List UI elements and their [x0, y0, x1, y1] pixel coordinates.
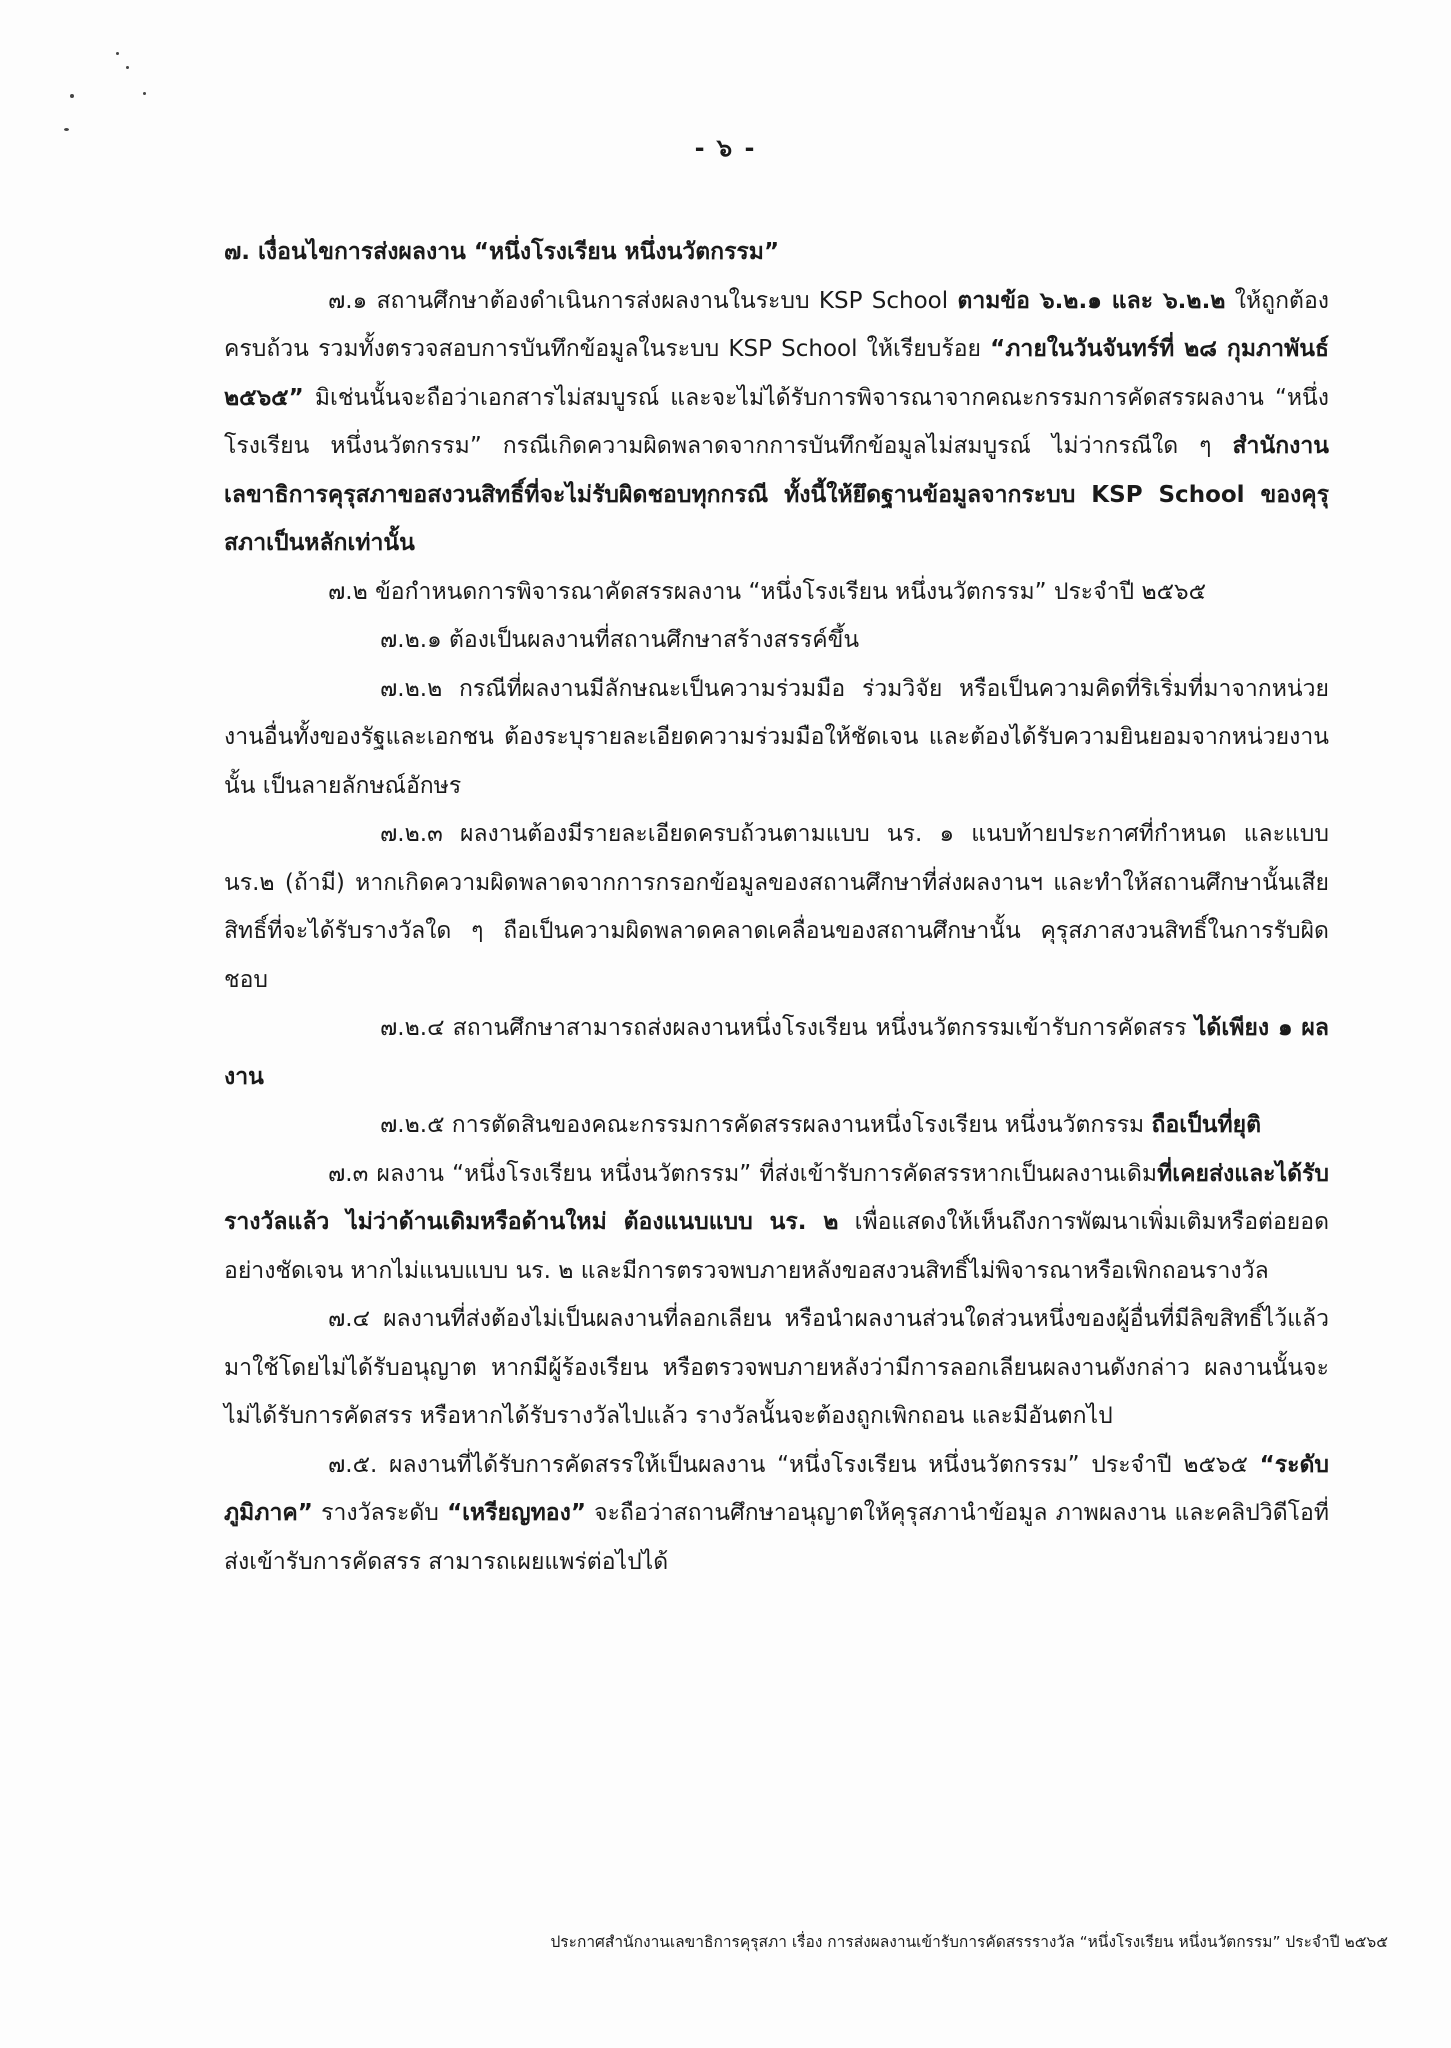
clause-7-1-text: ๗.๑ สถานศึกษาต้องดำเนินการส่งผลงานในระบบ KSP School — [328, 287, 958, 314]
clause-7-3-bold: ที่เคยส่งและได้รับรางวัลแล้ว ไม่ว่าด้านเดิมหรือด้านใหม่ ต้องแนบแบบ นร. ๒ — [224, 1160, 1329, 1235]
clause-7-5-text: จะถือว่าสถานศึกษาอนุญาตให้คุรุสภานำข้อมูล ภาพผลงาน และคลิปวิดีโอที่ส่งเข้ารับการคัดสรร สามารถเผยแพร่ต่อไปได้ — [224, 1500, 1330, 1575]
clause-7-2-3: ๗.๒.๓ ผลงานต้องมีรายละเอียดครบถ้วนตามแบบ นร. ๑ แนบท้ายประกาศที่กำหนด และแบบ นร.๒ (ถ้ามี) หากเกิดความผิดพลาดจากการกรอกข้อมูลของสถานศึกษาที่ส่งผลงานฯ และทำให้สถานศึกษานั้นเสียสิทธิ์ที่จะได้รับรางวัลใด ๆ ถือเป็นความผิดพลาดคลาดเคลื่อนของสถานศึกษานั้น คุรุสภาสงวนสิทธิ์ในการรับผิดชอบ — [224, 821, 1329, 993]
clause-7-4: ๗.๔ ผลงานที่ส่งต้องไม่เป็นผลงานที่ลอกเลียน หรือนำผลงานส่วนใดส่วนหนึ่งของผู้อื่นที่มีลิขสิทธิ์ไว้แล้วมาใช้โดยไม่ได้รับอนุญาต หากมีผู้ร้องเรียน หรือตรวจพบภายหลังว่ามีการลอกเลียนผลงานดังกล่าว ผลงานนั้นจะไม่ได้รับการคัดสรร หรือหากได้รับรางวัลไปแล้ว รางวัลนั้นจะต้องถูกเพิกถอน และมีอันตกไป — [224, 1306, 1329, 1429]
clause-7-5-text: รางวัลระดับ — [312, 1500, 448, 1526]
clause-7-3-text: ๗.๓ ผลงาน “หนึ่งโรงเรียน หนึ่งนวัตกรรม” ที่ส่งเข้ารับการคัดสรรหากเป็นผลงานเดิม — [328, 1160, 1158, 1187]
clause-7-3 — [224, 1150, 1329, 1296]
page-number: - ๖ - — [694, 134, 757, 162]
clause-7-2-5-bold: ถือเป็นที่ยุติ — [1151, 1112, 1262, 1138]
section-heading: ๗. เงื่อนไขการส่งผลงาน “หนึ่งโรงเรียน หนึ่งนวัตกรรม” — [224, 239, 780, 265]
clause-7-1 — [224, 277, 1329, 568]
clause-7-5-level: “ระดับภูมิภาค” — [224, 1451, 1329, 1526]
scan-speck — [126, 66, 129, 69]
clause-7-3-text: เพื่อแสดงให้เห็นถึงการพัฒนาเพิ่มเติมหรือต่อยอดอย่างชัดเจน หากไม่แนบแบบ นร. ๒ และมีการตรวจพบภายหลังขอสงวนสิทธิ์ไม่พิจารณาหรือเพิกถอนรางวัล — [224, 1209, 1330, 1284]
scan-speck — [116, 52, 119, 55]
clause-7-1-deadline: “ภายในวันจันทร์ที่ ๒๘ กุมภาพันธ์ ๒๕๖๕” — [224, 336, 1329, 411]
clause-7-1-disclaimer: สำนักงานเลขาธิการคุรุสภาขอสงวนสิทธิ์ที่จะไม่รับผิดชอบทุกกรณี ทั้งนี้ให้ยึดฐานข้อมูลจากระบบ KSP School ของคุรุสภาเป็นหลักเท่านั้น — [224, 433, 1329, 556]
scan-speck — [70, 94, 74, 98]
clause-7-2-5-text: ๗.๒.๕ การตัดสินของคณะกรรมการคัดสรรผลงานหนึ่งโรงเรียน หนึ่งนวัตกรรม — [380, 1112, 1152, 1138]
clause-7-2-5 — [224, 1101, 1329, 1150]
clause-7-5-medal: “เหรียญทอง” — [447, 1500, 586, 1526]
clause-7-5 — [224, 1441, 1329, 1587]
clause-7-2-4-bold: ได้เพียง ๑ ผลงาน — [224, 1015, 1329, 1090]
clause-7-2-4 — [224, 1004, 1329, 1101]
clause-7-2-2: ๗.๒.๒ กรณีที่ผลงานมีลักษณะเป็นความร่วมมือ ร่วมวิจัย หรือเป็นความคิดที่ริเริ่มที่มาจากหน่วยงานอื่นทั้งของรัฐและเอกชน ต้องระบุรายละเอียดความร่วมมือให้ชัดเจน และต้องได้รับความยินยอมจากหน่วยงานนั้น เป็นลายลักษณ์อักษร — [224, 675, 1329, 799]
clause-7-2-1: ๗.๒.๑ ต้องเป็นผลงานที่สถานศึกษาสร้างสรรค์ขึ้น — [380, 627, 860, 653]
clause-7-2-4-text: ๗.๒.๔ สถานศึกษาสามารถส่งผลงานหนึ่งโรงเรียน หนึ่งนวัตกรรมเข้ารับการคัดสรร — [380, 1015, 1195, 1041]
clause-7-1-text: มิเช่นนั้นจะถือว่าเอกสารไม่สมบูรณ์ และจะไม่ได้รับการพิจารณาจากคณะกรรมการคัดสรรผลงาน “หนึ่งโรงเรียน หนึ่งนวัตกรรม” กรณีเกิดความผิดพลาดจากการบันทึกข้อมูลไม่สมบูรณ์ ไม่ว่ากรณีใด ๆ — [224, 384, 1329, 459]
document-body — [224, 228, 1329, 1586]
scan-speck — [143, 92, 146, 95]
clause-7-5-text: ๗.๕. ผลงานที่ได้รับการคัดสรรให้เป็นผลงาน “หนึ่งโรงเรียน หนึ่งนวัตกรรม” ประจำปี ๒๕๖๕ — [328, 1451, 1260, 1478]
clause-7-2: ๗.๒ ข้อกำหนดการพิจารณาคัดสรรผลงาน “หนึ่งโรงเรียน หนึ่งนวัตกรรม” ประจำปี ๒๕๖๕ — [328, 578, 1207, 605]
clause-7-1-text: ให้ถูกต้อง ครบถ้วน รวมทั้งตรวจสอบการบันทึกข้อมูลในระบบ KSP School ให้เรียบร้อย — [224, 287, 1329, 362]
page-footer: ประกาศสำนักงานเลขาธิการคุรุสภา เรื่อง การส่งผลงานเข้ารับการคัดสรรรางวัล “หนึ่งโรงเรียน หนึ่งนวัตกรรม” ประจำปี ๒๕๖๕ — [550, 1933, 1388, 1951]
clause-7-1-bold: ตามข้อ ๖.๒.๑ และ ๖.๒.๒ — [957, 287, 1226, 314]
